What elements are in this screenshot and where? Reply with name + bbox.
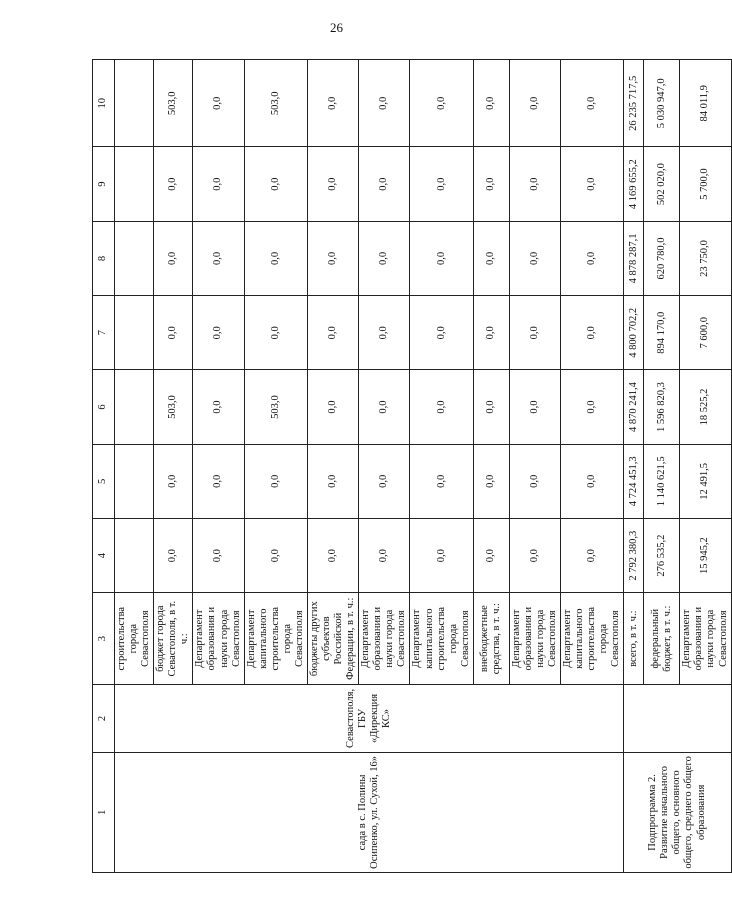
header-cell: 2 bbox=[93, 685, 115, 753]
value-cell: 0,0 bbox=[561, 370, 624, 444]
value-cell: 0,0 bbox=[154, 221, 193, 295]
value-cell: 0,0 bbox=[509, 296, 560, 370]
value-cell: 0,0 bbox=[359, 370, 410, 444]
value-cell: 0,0 bbox=[307, 221, 358, 295]
header-cell: 1 bbox=[93, 752, 115, 872]
value-cell: 0,0 bbox=[561, 221, 624, 295]
value-cell: 620 780,0 bbox=[644, 221, 680, 295]
value-cell: 15 945,2 bbox=[680, 518, 731, 592]
value-cell: 0,0 bbox=[193, 444, 244, 518]
value-cell: 0,0 bbox=[561, 444, 624, 518]
value-cell: 0,0 bbox=[473, 370, 509, 444]
rotated-table-container bbox=[92, 59, 729, 873]
value-cell: 26 235 717,5 bbox=[624, 60, 644, 148]
value-cell: 502 020,0 bbox=[644, 147, 680, 221]
value-cell: 0,0 bbox=[509, 444, 560, 518]
value-cell: 0,0 bbox=[307, 518, 358, 592]
funding-source-cell: Департамент капитального строительства города Севастополя bbox=[561, 593, 624, 685]
value-cell: 0,0 bbox=[509, 518, 560, 592]
value-cell: 0,0 bbox=[193, 221, 244, 295]
value-cell: 503,0 bbox=[244, 370, 307, 444]
value-cell bbox=[115, 370, 154, 444]
object-name-cell: сада в с. Полины Осипенко, ул. Сухой, 16» bbox=[115, 752, 624, 872]
value-cell: 7 600,0 bbox=[680, 296, 731, 370]
value-cell bbox=[115, 296, 154, 370]
value-cell bbox=[115, 60, 154, 148]
value-cell: 4 870 241,4 bbox=[624, 370, 644, 444]
value-cell: 0,0 bbox=[154, 444, 193, 518]
value-cell: 0,0 bbox=[509, 370, 560, 444]
value-cell: 0,0 bbox=[410, 518, 473, 592]
value-cell: 0,0 bbox=[307, 370, 358, 444]
value-cell: 18 525,2 bbox=[680, 370, 731, 444]
executor-cell: Севастополя, ГБУ «Дирекция КС» bbox=[115, 685, 624, 753]
value-cell: 0,0 bbox=[154, 147, 193, 221]
executor-cell bbox=[624, 685, 731, 753]
value-cell: 0,0 bbox=[561, 518, 624, 592]
funding-source-cell: Департамент образования и науки города Севастополя bbox=[680, 593, 731, 685]
value-cell: 503,0 bbox=[244, 60, 307, 148]
subprogram-name-cell: Подпрограмма 2. Развитие начального общего, основного общего, среднего общего образования bbox=[624, 752, 731, 872]
header-cell: 7 bbox=[93, 296, 115, 370]
value-cell: 1 140 621,5 bbox=[644, 444, 680, 518]
value-cell: 4 800 702,2 bbox=[624, 296, 644, 370]
value-cell: 0,0 bbox=[193, 296, 244, 370]
header-cell: 3 bbox=[93, 593, 115, 685]
value-cell: 0,0 bbox=[509, 147, 560, 221]
funding-source-cell: Департамент капитального строительства города Севастополя bbox=[410, 593, 473, 685]
value-cell: 12 491,5 bbox=[680, 444, 731, 518]
value-cell: 0,0 bbox=[193, 60, 244, 148]
value-cell: 0,0 bbox=[359, 518, 410, 592]
budget-table bbox=[92, 59, 732, 873]
value-cell: 0,0 bbox=[359, 444, 410, 518]
value-cell: 0,0 bbox=[244, 518, 307, 592]
value-cell: 0,0 bbox=[193, 370, 244, 444]
funding-source-cell: внебюджетные средства, в т. ч.: bbox=[473, 593, 509, 685]
value-cell: 0,0 bbox=[410, 60, 473, 148]
value-cell: 0,0 bbox=[154, 296, 193, 370]
header-cell: 10 bbox=[93, 60, 115, 148]
value-cell bbox=[115, 147, 154, 221]
value-cell: 0,0 bbox=[244, 147, 307, 221]
value-cell: 0,0 bbox=[561, 147, 624, 221]
value-cell: 0,0 bbox=[410, 444, 473, 518]
header-row bbox=[93, 60, 115, 873]
header-cell: 6 bbox=[93, 370, 115, 444]
value-cell: 4 724 451,3 bbox=[624, 444, 644, 518]
funding-source-cell: бюджет города Севастополя, в т. ч.: bbox=[154, 593, 193, 685]
header-cell: 4 bbox=[93, 518, 115, 592]
page-number: 26 bbox=[330, 20, 343, 35]
funding-source-cell: бюджеты других субъектов Российской Федерации, в т. ч.: bbox=[307, 593, 358, 685]
value-cell: 0,0 bbox=[410, 147, 473, 221]
value-cell: 4 169 655,2 bbox=[624, 147, 644, 221]
value-cell: 0,0 bbox=[244, 296, 307, 370]
table-row bbox=[624, 60, 644, 873]
value-cell: 0,0 bbox=[307, 60, 358, 148]
value-cell: 0,0 bbox=[410, 370, 473, 444]
value-cell: 5 700,0 bbox=[680, 147, 731, 221]
value-cell: 503,0 bbox=[154, 60, 193, 148]
value-cell: 0,0 bbox=[410, 221, 473, 295]
funding-source-cell: строительства города Севастополя bbox=[115, 593, 154, 685]
value-cell: 0,0 bbox=[244, 221, 307, 295]
table-row bbox=[115, 60, 154, 873]
value-cell: 0,0 bbox=[307, 147, 358, 221]
value-cell: 0,0 bbox=[359, 147, 410, 221]
value-cell: 0,0 bbox=[473, 296, 509, 370]
value-cell: 0,0 bbox=[307, 444, 358, 518]
value-cell: 276 535,2 bbox=[644, 518, 680, 592]
value-cell: 2 792 380,3 bbox=[624, 518, 644, 592]
value-cell bbox=[115, 221, 154, 295]
funding-source-cell: Департамент капитального строительства города Севастополя bbox=[244, 593, 307, 685]
value-cell: 0,0 bbox=[473, 221, 509, 295]
funding-source-cell: Департамент образования и науки города Севастополя bbox=[193, 593, 244, 685]
value-cell: 84 011,9 bbox=[680, 60, 731, 148]
value-cell: 0,0 bbox=[561, 296, 624, 370]
value-cell: 0,0 bbox=[244, 444, 307, 518]
value-cell: 0,0 bbox=[561, 60, 624, 148]
value-cell bbox=[115, 518, 154, 592]
value-cell bbox=[115, 444, 154, 518]
value-cell: 0,0 bbox=[193, 518, 244, 592]
value-cell: 0,0 bbox=[359, 296, 410, 370]
value-cell: 0,0 bbox=[359, 221, 410, 295]
funding-source-cell: всего, в т. ч.: bbox=[624, 593, 644, 685]
value-cell: 0,0 bbox=[307, 296, 358, 370]
header-cell: 9 bbox=[93, 147, 115, 221]
value-cell: 0,0 bbox=[509, 221, 560, 295]
value-cell: 0,0 bbox=[359, 60, 410, 148]
header-cell: 5 bbox=[93, 444, 115, 518]
value-cell: 0,0 bbox=[410, 296, 473, 370]
value-cell: 23 750,0 bbox=[680, 221, 731, 295]
value-cell: 0,0 bbox=[509, 60, 560, 148]
value-cell: 0,0 bbox=[473, 60, 509, 148]
value-cell: 0,0 bbox=[154, 518, 193, 592]
value-cell: 0,0 bbox=[473, 444, 509, 518]
value-cell: 0,0 bbox=[473, 147, 509, 221]
value-cell: 5 030 947,0 bbox=[644, 60, 680, 148]
header-cell: 8 bbox=[93, 221, 115, 295]
funding-source-cell: Департамент образования и науки города Севастополя bbox=[359, 593, 410, 685]
value-cell: 894 170,0 bbox=[644, 296, 680, 370]
value-cell: 1 596 820,3 bbox=[644, 370, 680, 444]
value-cell: 4 878 287,1 bbox=[624, 221, 644, 295]
value-cell: 503,0 bbox=[154, 370, 193, 444]
funding-source-cell: федеральный бюджет, в т. ч.: bbox=[644, 593, 680, 685]
value-cell: 0,0 bbox=[473, 518, 509, 592]
value-cell: 0,0 bbox=[193, 147, 244, 221]
funding-source-cell: Департамент образования и науки города Севастополя bbox=[509, 593, 560, 685]
